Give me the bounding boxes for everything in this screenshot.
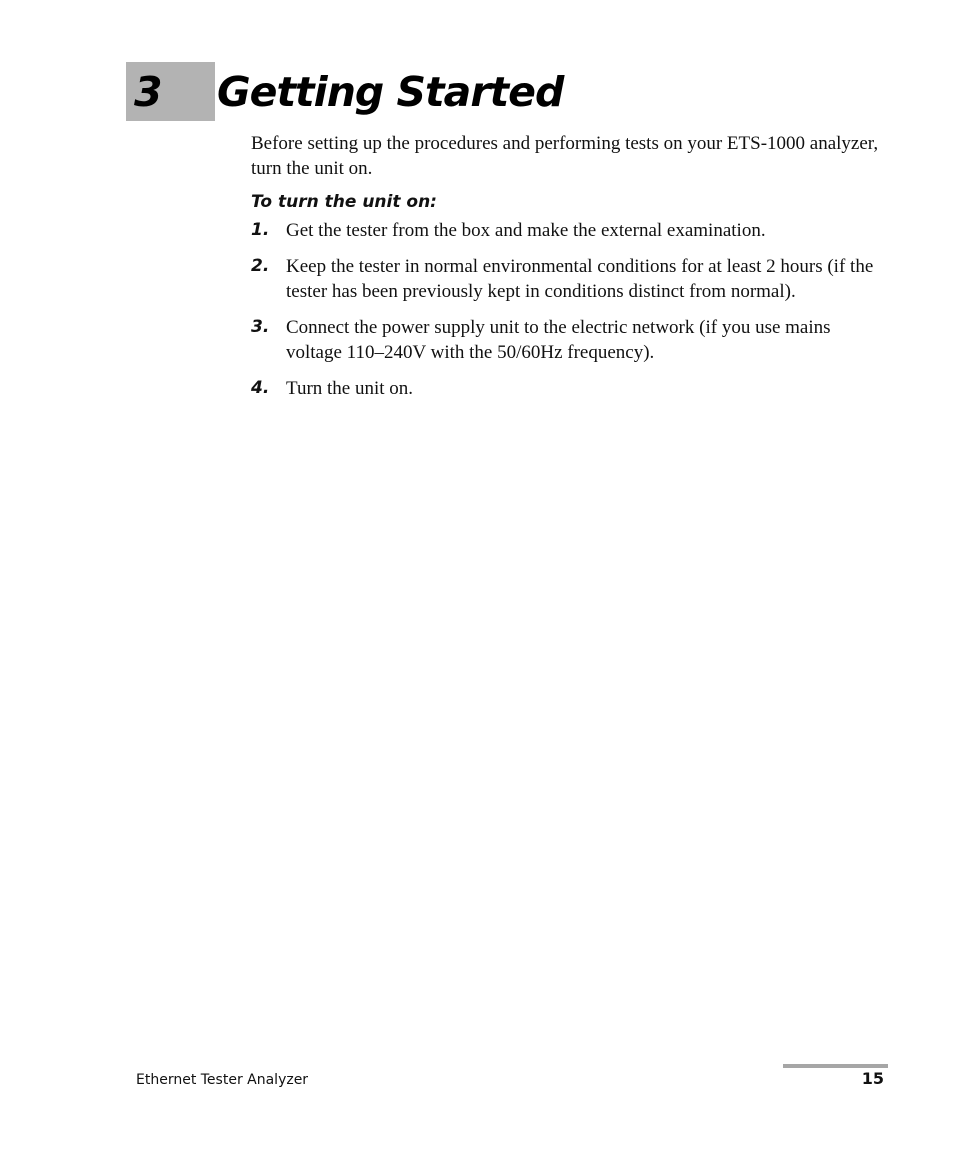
step-text: Get the tester from the box and make the external examination. — [286, 220, 766, 241]
chapter-title: Getting Started — [217, 68, 564, 116]
step-text: Keep the tester in normal environmental conditions for at least 2 hours (if the tester has been previously kept in conditions distinct from normal). — [286, 256, 874, 302]
step-1 — [251, 218, 891, 243]
procedure-steps — [251, 218, 891, 401]
step-number: 1. — [251, 220, 270, 240]
step-number: 4. — [251, 378, 270, 398]
main-content — [251, 131, 891, 412]
step-text: Connect the power supply unit to the electric network (if you use mains voltage 110–240V with the 50/60Hz frequency). — [286, 317, 831, 363]
step-4 — [251, 376, 891, 401]
footer-rule — [783, 1064, 888, 1068]
step-3 — [251, 315, 891, 365]
chapter-number: 3 — [134, 68, 163, 116]
step-text: Turn the unit on. — [286, 378, 414, 399]
footer-doc-title: Ethernet Tester Analyzer — [136, 1072, 309, 1088]
step-2 — [251, 254, 891, 304]
step-number: 2. — [251, 256, 270, 276]
intro-paragraph: Before setting up the procedures and performing tests on your ETS-1000 analyzer, turn the unit on. — [251, 133, 879, 179]
page-number: 15 — [861, 1069, 884, 1088]
procedure-heading: To turn the unit on: — [251, 192, 437, 212]
step-number: 3. — [251, 317, 270, 337]
